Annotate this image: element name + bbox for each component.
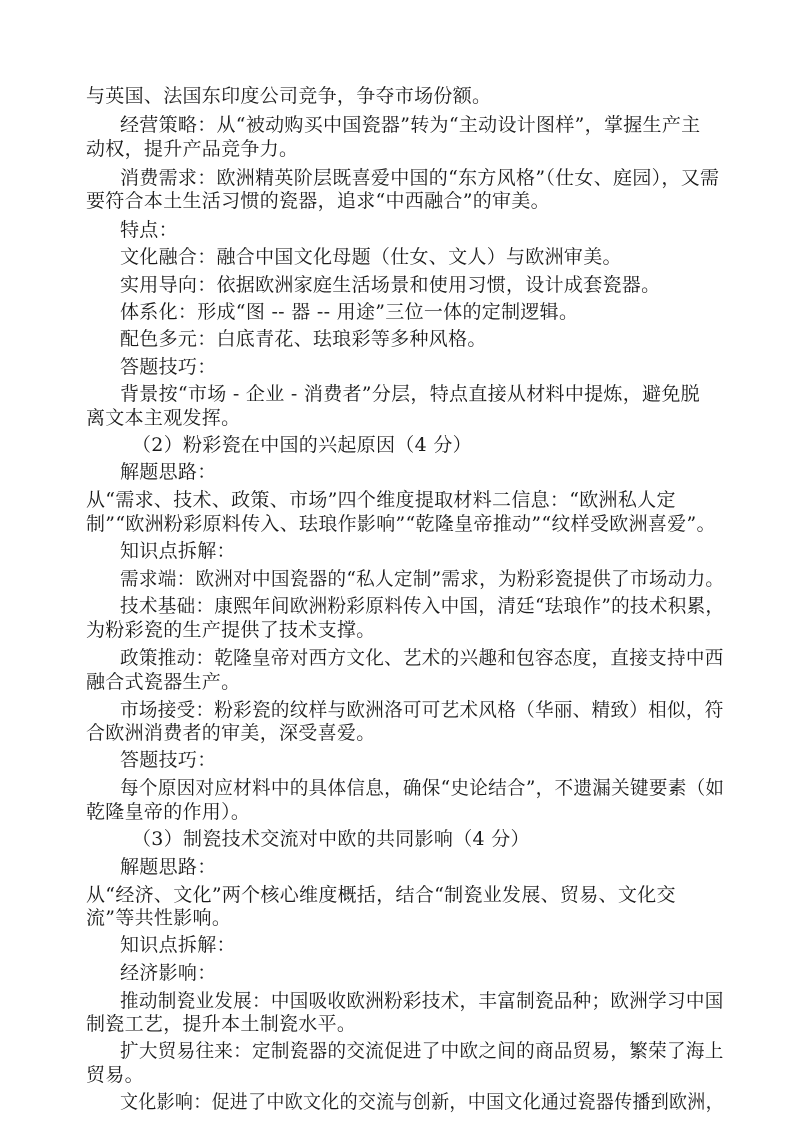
text-line: 文化影响：促进了中欧文化的交流与创新，中国文化通过瓷器传播到欧洲，: [120, 1091, 724, 1113]
text-line: 贸易。: [86, 1063, 144, 1086]
text-line: 制”“欧洲粉彩原料传入、珐琅作影响”“乾隆皇帝推动”“纹样受欧洲喜爱”。: [86, 512, 716, 535]
text-line: 实用导向：依据欧洲家庭生活场景和使用习惯，设计成套瓷器。: [120, 273, 661, 296]
question-heading: （3）制瓷技术交流对中欧的共同影响（4 分）: [132, 828, 530, 851]
text-line: 从“需求、技术、政策、市场”四个维度提取材料二信息：“欧洲私人定: [86, 489, 676, 512]
text-line: 与英国、法国东印度公司竞争，争夺市场份额。: [86, 85, 492, 107]
text-line: 体系化：形成“图 -- 器 -- 用途”三位一体的定制逻辑。: [120, 300, 579, 323]
text-line: 为粉彩瓷的生产提供了技术支撑。: [86, 618, 376, 641]
text-line: 政策推动：乾隆皇帝对西方文化、艺术的兴趣和包容态度，直接支持中西: [120, 646, 724, 669]
text-line: 离文本主观发挥。: [86, 406, 241, 429]
text-line: 文化融合：融合中国文化母题（仕女、文人）与欧洲审美。: [120, 246, 622, 269]
text-line: 经营策略：从“被动购买中国瓷器”转为“主动设计图样”，掌握生产主: [120, 114, 701, 136]
text-line: 背景按“市场 - 企业 - 消费者”分层，特点直接从材料中提炼，避免脱: [120, 383, 700, 406]
text-line: 技术基础：康熙年间欧洲粉彩原料传入中国，清廷“珐琅作”的技术积累，: [120, 595, 725, 618]
question-heading: （2）粉彩瓷在中国的兴起原因（4 分）: [132, 433, 472, 456]
text-line: 从“经济、文化”两个核心维度概括，结合“制瓷业发展、贸易、文化交: [86, 883, 676, 906]
text-line: 合欧洲消费者的审美，深受喜爱。: [86, 722, 376, 745]
section-label: 知识点拆解：: [120, 934, 236, 957]
section-label: 特点：: [120, 219, 178, 242]
text-line: 动权，提升产品竞争力。: [86, 137, 299, 160]
text-line: 扩大贸易往来：定制瓷器的交流促进了中欧之间的商品贸易，繁荣了海上: [120, 1040, 724, 1063]
section-label: 知识点拆解：: [120, 540, 236, 562]
text-line: 市场接受：粉彩瓷的纹样与欧洲洛可可艺术风格（华丽、精致）相似，符: [120, 698, 724, 721]
text-line: 配色多元：白底青花、珐琅彩等多种风格。: [120, 327, 487, 350]
section-label: 答题技巧：: [120, 749, 217, 772]
text-line: 推动制瓷业发展：中国吸收欧洲粉彩技术，丰富制瓷品种；欧洲学习中国: [120, 989, 724, 1012]
text-line: 每个原因对应材料中的具体信息，确保“史论结合”，不遗漏关键要素（如: [120, 777, 725, 800]
text-line: 流”等共性影响。: [86, 907, 232, 929]
text-line: 融合式瓷器生产。: [86, 670, 241, 693]
section-label: 经济影响：: [120, 962, 217, 985]
text-line: 需求端：欧洲对中国瓷器的“私人定制”需求，为粉彩瓷提供了市场动力。: [120, 568, 725, 591]
section-label: 解题思路：: [120, 461, 217, 484]
section-label: 答题技巧：: [120, 356, 217, 378]
text-line: 制瓷工艺，提升本土制瓷水平。: [86, 1013, 357, 1036]
text-line: 乾隆皇帝的作用）。: [86, 801, 251, 823]
text-line: 消费需求：欧洲精英阶层既喜爱中国的“东方风格”（仕女、庭园），又需: [120, 166, 720, 189]
section-label: 解题思路：: [120, 856, 217, 879]
text-line: 要符合本土生活习惯的瓷器，追求“中西融合”的审美。: [86, 190, 550, 213]
